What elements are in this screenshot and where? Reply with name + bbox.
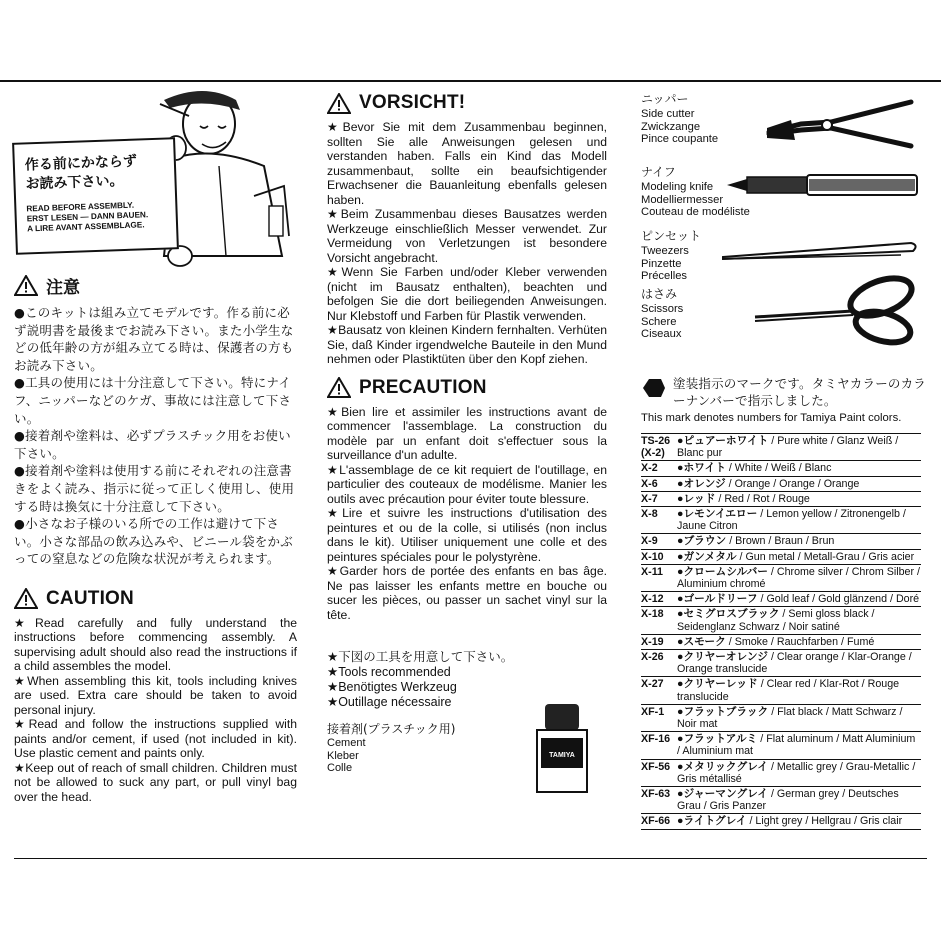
- cement-en: Cement: [327, 737, 366, 749]
- illustration: [14, 86, 297, 271]
- vorsicht-item: ★Bausatz von kleinen Kindern fernhalten. Verhüten Sie, daß Kinder irgendwelche Bauteile in den Mund nehmen oder Plastiktüten über den Kopf ziehen.: [327, 323, 607, 366]
- table-row: [641, 650, 921, 677]
- paint-name-text: / Metallic grey / Grau-Metallic / Gris métallisé: [677, 760, 916, 785]
- modeling-knife-icon: [725, 169, 925, 199]
- paint-code: X-8: [641, 507, 677, 534]
- paint-name-jp: ●レモンイエロー: [677, 508, 758, 521]
- tool-label: ニッパー: [641, 92, 689, 106]
- paint-code: XF-66: [641, 814, 677, 829]
- bottle-label: TAMIYA: [549, 752, 575, 759]
- paint-name-jp: ●クリヤーオレンジ: [677, 651, 768, 664]
- paint-name-jp: ●ホワイト: [677, 462, 726, 475]
- sign-jp-line1: 作る前にかならず: [24, 153, 138, 174]
- paint-code: X-18: [641, 607, 677, 634]
- paint-name-jp: ●オレンジ: [677, 477, 726, 490]
- table-row: [641, 434, 921, 461]
- right-column: [641, 92, 927, 830]
- paint-name-jp: ●レッド: [677, 492, 716, 505]
- paint-name-text: / Gold leaf / Gold glänzend / Doré: [757, 593, 920, 606]
- caution-item: ★When assembling this kit, tools including knives are used. Extra care should be taken to avoid personal injury.: [14, 673, 297, 717]
- paint-mark-icon: [641, 377, 667, 399]
- vorsicht-item: ★Wenn Sie Farben und/oder Kleber verwenden (nicht im Bausatz enthalten), beachten und befolgen Sie die dort beiliegenden Anweisungen. Nur Klebstoff und Farben für Plastik verwenden.: [327, 265, 607, 323]
- paint-name-text: / Light grey / Hellgrau / Gris clair: [746, 815, 903, 828]
- caution-body: [14, 616, 297, 805]
- precaution-item: ★Lire et suivre les instructions d'utilisation des peintures et ou de la colle, si utilisés (non inclus dans le kit). Utiliser uniquement une colle et des peintures spéciales pour le polystyrène.: [327, 506, 607, 564]
- sign-en-line3: A LIRE AVANT ASSEMBLAGE.: [26, 220, 145, 234]
- paint-name: [677, 650, 921, 677]
- tool-label: Couteau de modéliste: [641, 206, 750, 219]
- paint-name: [677, 434, 921, 461]
- sign-jp-line2: お読み下さい。: [25, 173, 124, 193]
- vorsicht-title: VORSICHT!: [359, 92, 466, 113]
- paint-name-text: / Clear red / Klar-Rot / Rouge translucide: [677, 678, 900, 703]
- table-row: [641, 759, 921, 786]
- tool-label: ナイフ: [641, 165, 676, 179]
- paint-name: [677, 787, 921, 814]
- paint-name-text: / Lemon yellow / Zitronengelb / Jaune Citron: [677, 508, 906, 533]
- vorsicht-heading: [327, 92, 607, 114]
- table-row: [641, 677, 921, 704]
- paint-code: X-2: [641, 461, 677, 476]
- cement-fr: Colle: [327, 762, 353, 774]
- paint-name-jp: ●フラットアルミ: [677, 733, 758, 746]
- paint-code: XF-63: [641, 787, 677, 814]
- tool-label: Modelliermesser: [641, 193, 724, 206]
- paint-name-jp: ●ジャーマングレイ: [677, 788, 768, 801]
- sign-en-line1: READ BEFORE ASSEMBLY.: [26, 200, 135, 214]
- paint-name-jp: ●セミグロスブラック: [677, 608, 780, 621]
- paint-intro-jp: 塗装指示のマークです。タミヤカラーのカラーナンバーで指示しました。: [673, 376, 927, 408]
- paint-name-jp: ●クリヤーレッド: [677, 678, 758, 691]
- paint-code: XF-56: [641, 759, 677, 786]
- paint-name: [677, 759, 921, 786]
- table-row: [641, 634, 921, 649]
- paint-name-text: / Pure white / Glanz Weiß / Blanc pur: [677, 435, 899, 460]
- bottom-rule: [14, 858, 927, 859]
- table-row: [641, 534, 921, 549]
- paint-name-jp: ●ゴールドリーフ: [677, 593, 758, 606]
- paint-code: XF-1: [641, 704, 677, 731]
- table-row: [641, 564, 921, 591]
- table-row: [641, 787, 921, 814]
- jp-caution-body: [14, 304, 297, 568]
- table-row: [641, 814, 921, 829]
- paint-code: X-26: [641, 650, 677, 677]
- paint-name-jp: ●ライトグレイ: [677, 815, 747, 828]
- paint-name: [677, 491, 921, 506]
- paint-name: [677, 814, 921, 829]
- paint-code: XF-16: [641, 732, 677, 759]
- table-row: [641, 549, 921, 564]
- tool-label: Pince coupante: [641, 133, 719, 146]
- paint-code: X-7: [641, 491, 677, 506]
- paint-code: TS-26 (X-2): [641, 434, 677, 461]
- paint-name-text: / Red / Rot / Rouge: [715, 492, 810, 505]
- paint-intro: [641, 375, 927, 409]
- middle-column: [327, 92, 607, 775]
- vorsicht-item: ★Bevor Sie mit dem Zusammenbau beginnen, sollten Sie alle Anweisungen gelesen und verstanden haben. Falls ein Kind das Modell zusammenbaut, sollte ein beaufsichtigender Erwachsener die Bauanleitung ebenfalls gelesen haben.: [327, 120, 607, 207]
- paint-name-jp: ●ガンメタル: [677, 550, 737, 563]
- tool-label: Side cutter: [641, 108, 695, 120]
- table-row: [641, 507, 921, 534]
- paint-name-text: / Chrome silver / Chrom Silber / Aluminium chromé: [677, 565, 920, 591]
- paint-name: [677, 677, 921, 704]
- tool-label: Scissors: [641, 303, 684, 315]
- tool-label: Précelles: [641, 270, 688, 283]
- left-column: [14, 86, 297, 804]
- tool-label: Zwickzange: [641, 120, 701, 133]
- paint-name-text: / Orange / Orange / Orange: [725, 477, 860, 490]
- paint-name-text: / Clear orange / Klar-Orange / Orange translucide: [677, 651, 912, 676]
- tools-recommended-de: ★Benötigtes Werkzeug: [327, 680, 457, 694]
- paint-name: [677, 461, 921, 476]
- caution-item: ★Read carefully and fully understand the instructions before commencing assembly. A supervising adult should also read the instructions if a child assembles the model.: [14, 615, 297, 674]
- paint-name: [677, 564, 921, 591]
- tools-recommended-en: ★Tools recommended: [327, 665, 451, 679]
- cement-bottle: [533, 702, 591, 794]
- paint-code: X-6: [641, 476, 677, 491]
- scissors-icon: [753, 275, 923, 347]
- precaution-title: PRECAUTION: [359, 376, 487, 398]
- table-row: [641, 704, 921, 731]
- cement-de: Kleber: [327, 749, 359, 762]
- precaution-item: ★L'assemblage de ce kit requiert de l'outillage, en particulier des couteaux de modélisme. Manier les outils avec précaution pour éviter toute blessure.: [327, 462, 607, 506]
- caution-title: CAUTION: [46, 587, 134, 609]
- warning-icon: [14, 588, 38, 609]
- tool-label: はさみ: [641, 287, 678, 301]
- paint-name: [677, 704, 921, 731]
- paint-name-text: / Gun metal / Metall-Grau / Gris acier: [736, 550, 915, 563]
- jp-caution-item: ●工具の使用には十分注意して下さい。特にナイフ、ニッパーなどのケガ、事故には注意して下さい。: [14, 375, 292, 426]
- jp-caution-item: ●小さなお子様のいる所での工作は避けて下さい。小さな部品の飲み込みや、ビニール袋をかぶっての窒息などの危険な状況が考えられます。: [14, 516, 293, 567]
- paint-name: [677, 732, 921, 759]
- paint-table: [641, 433, 921, 830]
- precaution-item: ★Garder hors de portée des enfants en bas âge. Ne pas laisser les enfants mettre en bouche ou sucer les pièces, ou passer un sachet vinyl sur la tête.: [327, 564, 607, 622]
- tool-label: ピンセット: [641, 229, 702, 243]
- paint-name: [677, 507, 921, 534]
- paint-name: [677, 534, 921, 549]
- tool-scissors: [641, 287, 927, 353]
- table-row: [641, 476, 921, 491]
- jp-caution-item: ●接着剤や塗料は、必ずプラスチック用をお使い下さい。: [14, 428, 291, 461]
- vorsicht-item: ★Beim Zusammenbau dieses Bausatzes werden Werkzeuge einschließlich Messer verwendet. Zur Vermeidung von Verletzungen ist besondere Vorsicht angebracht.: [327, 207, 607, 265]
- tool-label: Tweezers: [641, 245, 689, 257]
- paint-name: [677, 607, 921, 634]
- paint-name-jp: ●スモーク: [677, 635, 726, 648]
- tools-recommended: [327, 648, 607, 775]
- tool-side-cutter: [641, 92, 927, 155]
- table-row: [641, 732, 921, 759]
- paint-name-text: / White / Weiß / Blanc: [725, 462, 832, 475]
- tools-recommended-jp: ★下図の工具を用意して下さい。: [327, 649, 514, 664]
- caution-item: ★Keep out of reach of small children. Children must not be allowed to suck any part, or pull vinyl bag over the head.: [14, 760, 297, 804]
- caution-heading: [14, 588, 297, 610]
- table-row: [641, 607, 921, 634]
- jp-caution-heading: [14, 273, 297, 298]
- paint-name-jp: ●ピュアーホワイト: [677, 435, 769, 447]
- paint-name-text: / Flat aluminum / Matt Aluminium / Aluminium mat: [677, 733, 916, 758]
- paint-code: X-11: [641, 564, 677, 591]
- paint-name-jp: ●メタリックグレイ: [677, 760, 768, 773]
- paint-code: X-19: [641, 634, 677, 649]
- top-rule: [0, 80, 941, 82]
- table-row: [641, 592, 921, 607]
- paint-name: [677, 592, 921, 607]
- precaution-item: ★Bien lire et assimiler les instructions avant de commencer l'assemblage. La construction du modèle par un enfant doit s'effectuer sous la surveillance d'un adulte.: [327, 404, 607, 462]
- jp-caution-item: ●接着剤や塗料は使用する前にそれぞれの注意書きをよく読み、指示に従って正しく使用し、使用する時は換気に十分注意して下さい。: [14, 463, 295, 514]
- paint-intro-en: This mark denotes numbers for Tamiya Paint colors.: [641, 412, 902, 424]
- table-row: [641, 491, 921, 506]
- jp-caution-title: 注意: [46, 278, 80, 298]
- warning-icon: [327, 93, 351, 114]
- paint-name-text: / Flat black / Matt Schwarz / Noir mat: [677, 705, 903, 731]
- side-cutter-icon: [761, 94, 921, 154]
- precaution-heading: [327, 377, 607, 399]
- paint-name-text: / German grey / Deutsches Grau / Gris Panzer: [677, 788, 899, 813]
- warning-icon: [14, 275, 38, 296]
- paint-name-text: / Brown / Braun / Brun: [726, 535, 835, 548]
- paint-name: [677, 549, 921, 564]
- paint-name: [677, 634, 921, 649]
- tool-label: Ciseaux: [641, 328, 682, 341]
- tool-label: Pinzette: [641, 257, 682, 270]
- sign-en-line2: ERST LESEN — DANN BAUEN.: [26, 210, 149, 224]
- warning-icon: [327, 377, 351, 398]
- paint-code: X-27: [641, 677, 677, 704]
- paint-name-jp: ●フラットブラック: [677, 705, 769, 718]
- paint-name: [677, 476, 921, 491]
- paint-name-jp: ●クロームシルバー: [677, 565, 768, 578]
- paint-name-text: / Semi gloss black / Seidenglanz Schwarz / Noir satiné: [677, 608, 875, 633]
- tweezers-icon: [721, 235, 921, 265]
- paint-name-jp: ●ブラウン: [677, 535, 727, 548]
- tool-label: Modeling knife: [641, 181, 714, 193]
- vorsicht-body: [327, 120, 607, 367]
- precaution-body: [327, 405, 607, 623]
- paint-code: X-10: [641, 549, 677, 564]
- paint-code: X-12: [641, 592, 677, 607]
- cement-jp: 接着剤(プラスチック用): [327, 722, 456, 736]
- tool-modeling-knife: [641, 165, 927, 227]
- jp-caution-item: ●このキットは組み立てモデルです。作る前に必ず説明書を最後までお読み下さい。また小学生などの低年齢の方が組み立てる時は、保護者の方もお読み下さい。: [14, 305, 294, 373]
- paint-code: X-9: [641, 534, 677, 549]
- paint-name-text: / Smoke / Rauchfarben / Fumé: [725, 635, 875, 648]
- sign-board: [12, 137, 179, 255]
- tool-label: Schere: [641, 315, 677, 328]
- caution-item: ★Read and follow the instructions supplied with paints and/or cement, if used (not included in kit). Use plastic cement and paints only.: [14, 717, 297, 761]
- table-row: [641, 461, 921, 476]
- tools-recommended-fr: ★Outillage nécessaire: [327, 695, 452, 709]
